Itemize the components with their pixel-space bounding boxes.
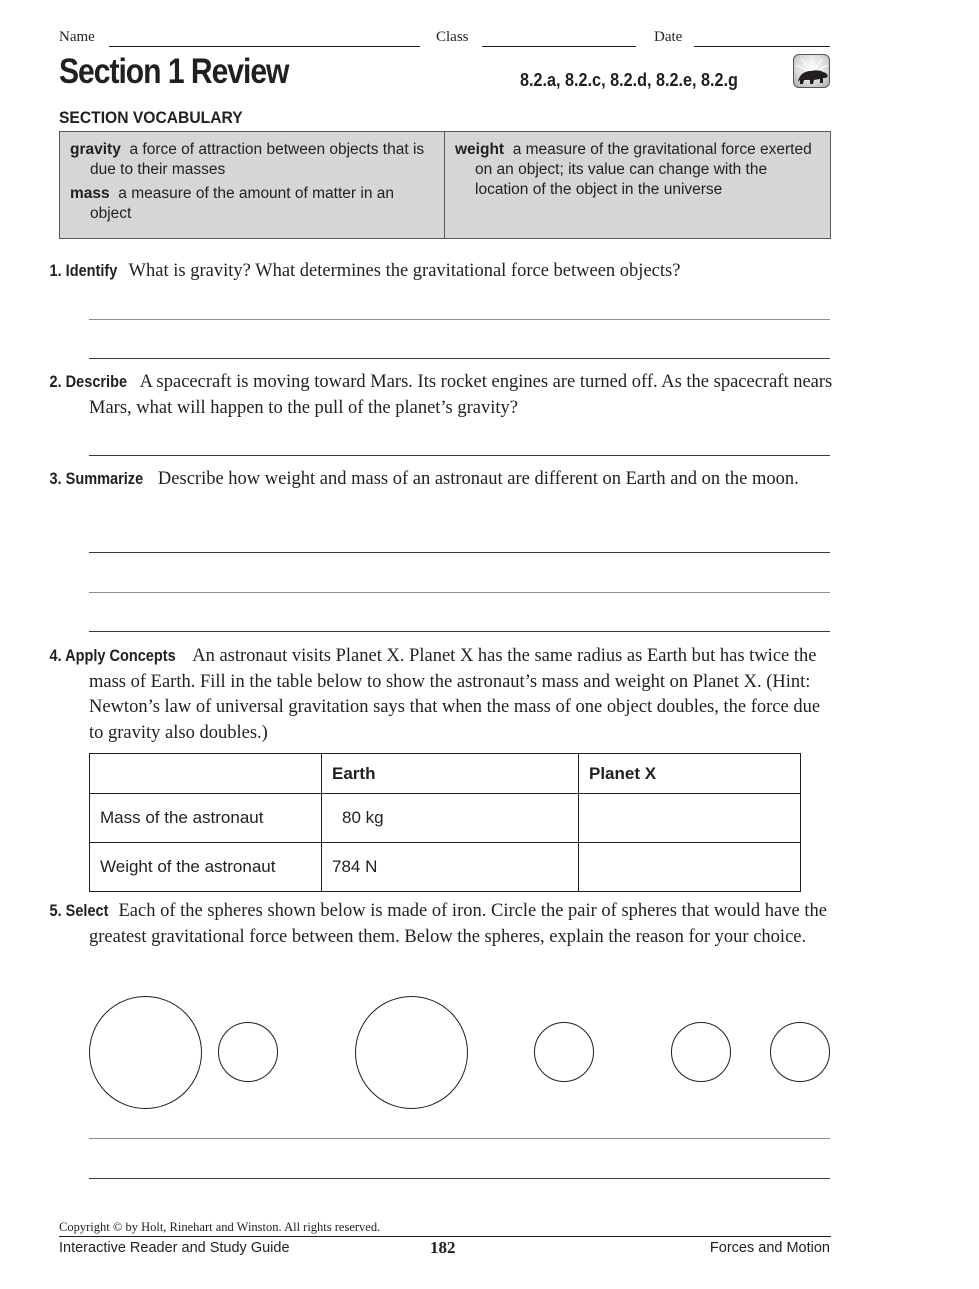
earth-weight-value: 784 N (322, 843, 579, 892)
sphere-large-1[interactable] (89, 996, 202, 1109)
name-field[interactable] (109, 46, 420, 47)
table-header-row (90, 754, 801, 794)
answer-line[interactable] (89, 455, 830, 456)
question-number: 5. Select (49, 902, 109, 920)
vocab-term: mass (70, 185, 110, 202)
page-number: 182 (430, 1238, 456, 1257)
question-text: An astronaut visits Planet X. Planet X has the same radius as Earth but has twice the mass of Earth. Fill in the table below to show the astronaut’s mass and weight on Planet X. (Hint: Newton’s law of universal gravitation says that when the mass of one object doubles, the force due to gravity also doubles.) (89, 646, 821, 743)
question-5 (49, 899, 838, 950)
footer-divider (59, 1236, 831, 1237)
answer-line[interactable] (89, 319, 830, 320)
class-field[interactable] (482, 46, 636, 47)
question-text: What is gravity? What determines the gravitational force between objects? (128, 261, 681, 281)
class-label: Class (436, 29, 469, 45)
row-label-mass: Mass of the astronaut (90, 794, 322, 843)
question-number: 3. Summarize (49, 470, 144, 488)
answer-line[interactable] (89, 552, 830, 553)
table-header-blank (90, 754, 322, 794)
mass-weight-table (89, 753, 801, 892)
answer-line[interactable] (89, 1138, 830, 1139)
question-3 (49, 467, 838, 493)
question-text: A spacecraft is moving toward Mars. Its rocket engines are turned off. As the spacecraft nears Mars, what will happen to the pull of the planet’s gravity? (89, 372, 833, 418)
sphere-large-2[interactable] (355, 996, 468, 1109)
question-4 (49, 644, 838, 746)
table-header-planet-x: Planet X (579, 754, 801, 794)
earth-mass-value: 80 kg (322, 794, 579, 843)
table-header-earth: Earth (322, 754, 579, 794)
question-text: Each of the spheres shown below is made of iron. Circle the pair of spheres that would have the greatest gravitational force between them. Below the spheres, explain the reason for your choice. (89, 901, 827, 947)
sphere-small-3[interactable] (671, 1022, 731, 1082)
table-row (90, 843, 801, 892)
page-title: Section 1 Review (59, 52, 289, 91)
copyright-notice: Copyright © by Holt, Rinehart and Winston. All rights reserved. (59, 1220, 381, 1234)
chapter-title: Forces and Motion (709, 1240, 830, 1256)
row-label-weight: Weight of the astronaut (90, 843, 322, 892)
sphere-small-2[interactable] (534, 1022, 594, 1082)
book-title: Interactive Reader and Study Guide (59, 1240, 290, 1256)
california-bear-icon (793, 54, 830, 88)
question-number: 1. Identify (49, 262, 118, 280)
question-1 (49, 259, 838, 285)
question-number: 2. Describe (49, 373, 128, 391)
standards-codes: 8.2.a, 8.2.c, 8.2.d, 8.2.e, 8.2.g (520, 70, 738, 90)
question-text: Describe how weight and mass of an astronaut are different on Earth and on the moon. (157, 469, 799, 489)
vocab-entry-weight (455, 140, 820, 200)
vocab-term: weight (455, 141, 505, 158)
vocab-definition: a measure of the amount of matter in an object (90, 185, 394, 222)
vocabulary-left-column (60, 132, 445, 238)
vocab-entry-mass (70, 184, 434, 224)
planet-x-mass-input[interactable] (579, 794, 801, 843)
vocabulary-heading: SECTION VOCABULARY (59, 108, 243, 127)
vocab-term: gravity (70, 141, 121, 158)
date-label: Date (654, 29, 683, 45)
vocabulary-box (59, 131, 831, 239)
sphere-small-1[interactable] (218, 1022, 278, 1082)
vocab-entry-gravity (70, 140, 434, 180)
answer-line[interactable] (89, 631, 830, 632)
vocab-definition: a force of attraction between objects that is due to their masses (90, 141, 425, 178)
question-number: 4. Apply Concepts (49, 647, 176, 665)
vocabulary-right-column (445, 132, 830, 238)
sphere-small-4[interactable] (770, 1022, 830, 1082)
planet-x-weight-input[interactable] (579, 843, 801, 892)
table-row (90, 794, 801, 843)
vocab-definition: a measure of the gravitational force exerted on an object; its value can change with the location of the object in the universe (475, 141, 812, 198)
answer-line[interactable] (89, 358, 830, 359)
answer-line[interactable] (89, 1178, 830, 1179)
question-2 (49, 370, 838, 421)
name-label: Name (59, 29, 95, 45)
date-field[interactable] (694, 46, 830, 47)
answer-line[interactable] (89, 592, 830, 593)
